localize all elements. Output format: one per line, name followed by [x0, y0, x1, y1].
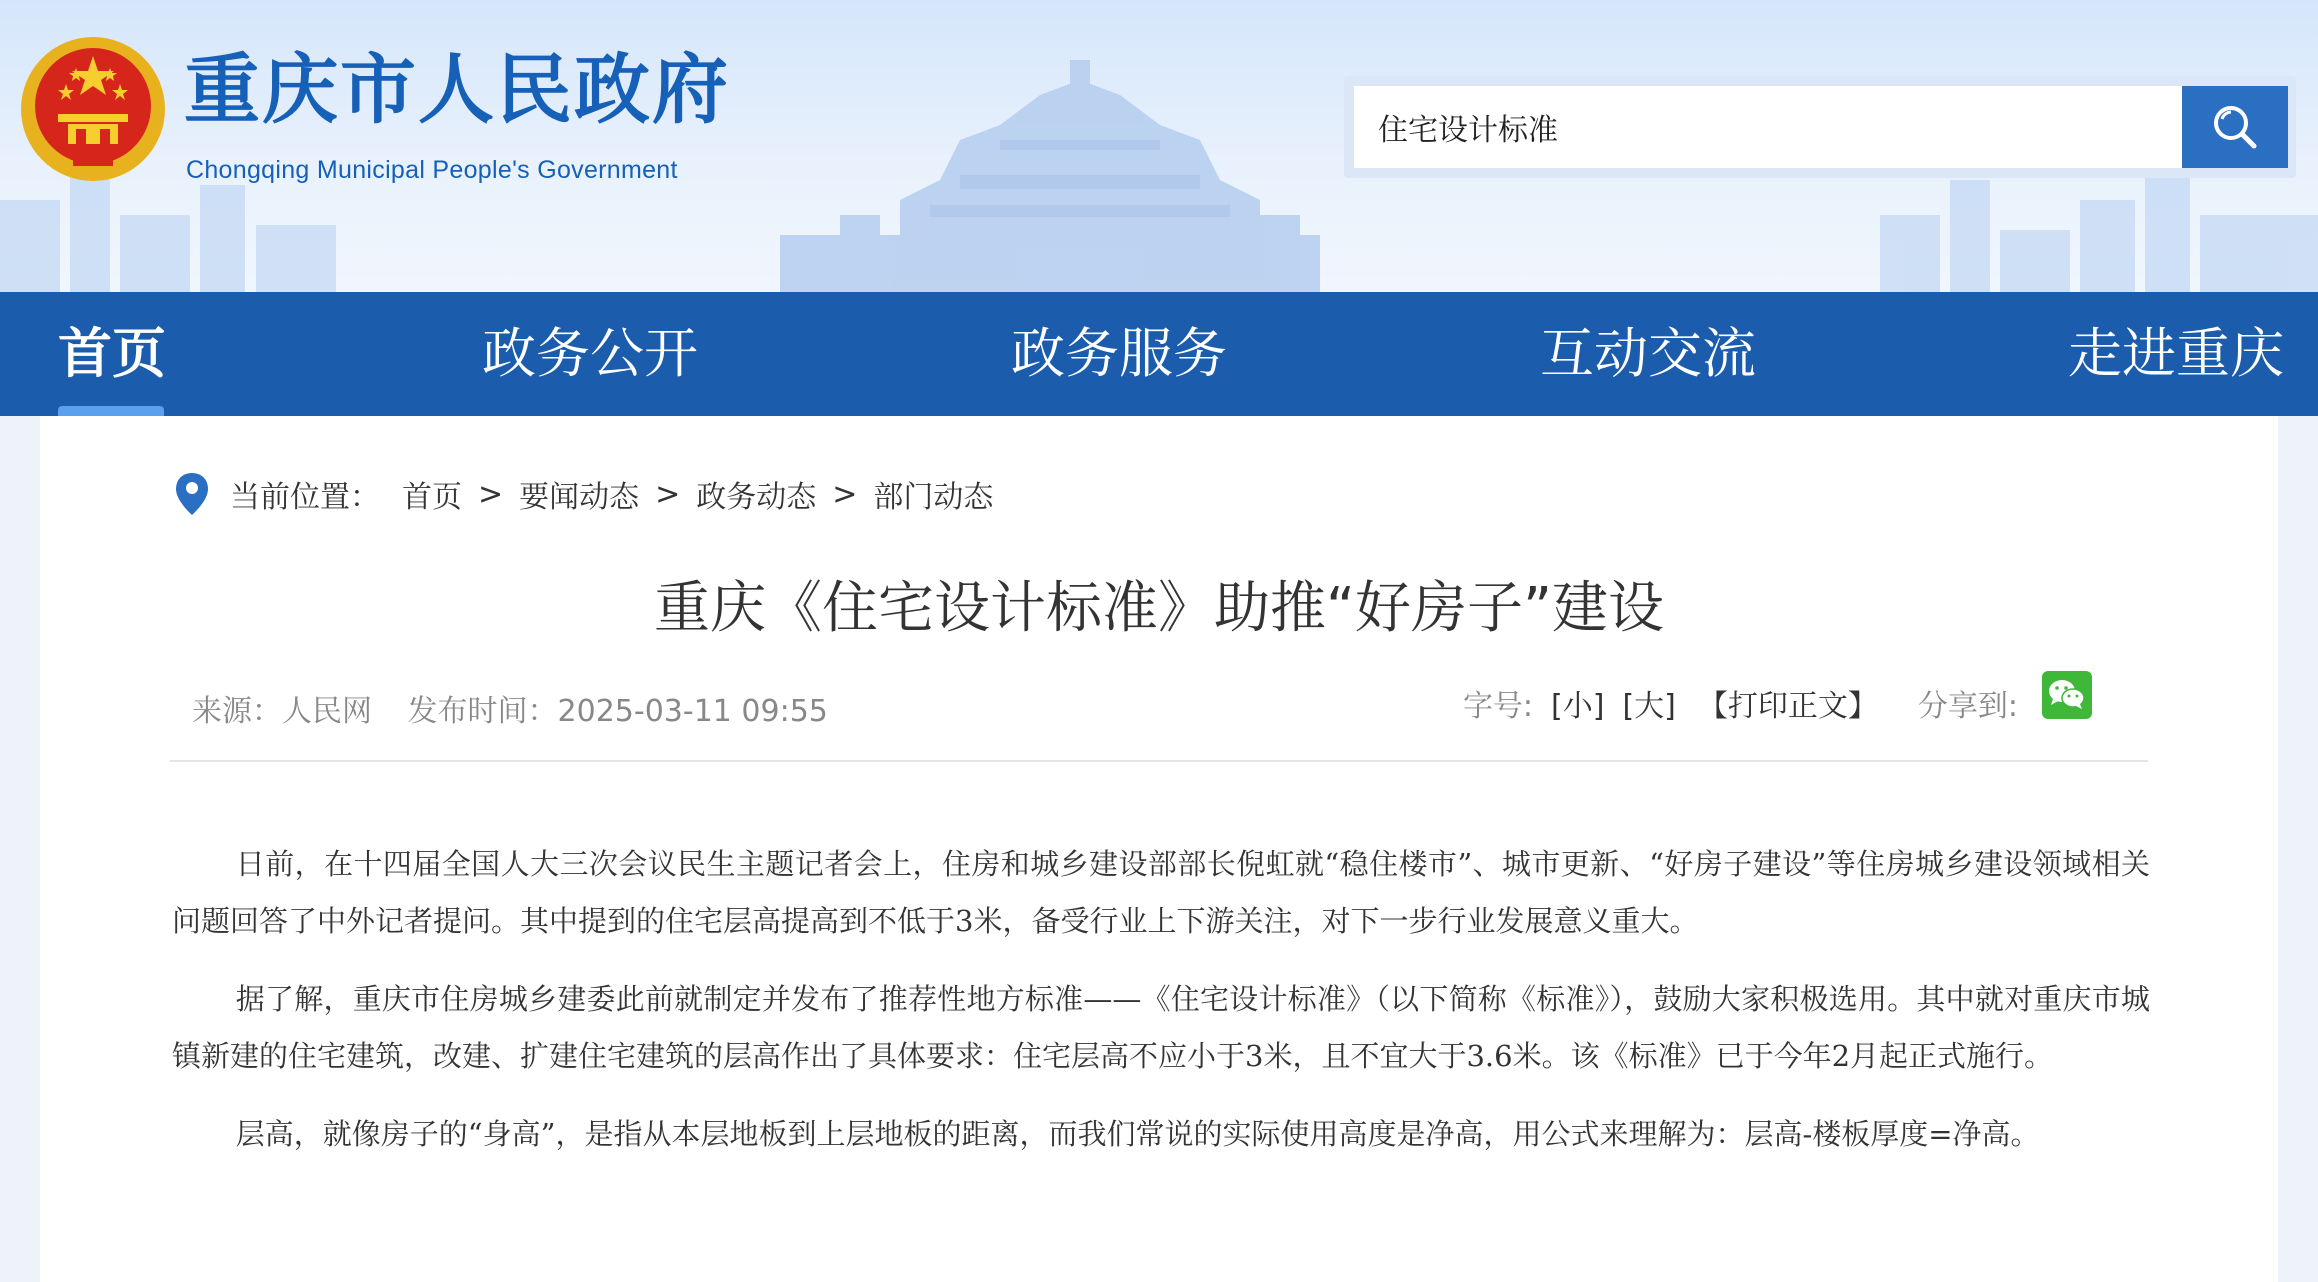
- breadcrumb-item-home[interactable]: 首页: [402, 480, 462, 515]
- font-size-label: 字号:: [1462, 689, 1534, 724]
- search-icon: [2210, 102, 2260, 152]
- nav-item-government-affairs[interactable]: 政务公开: [482, 322, 698, 385]
- location-pin-icon: [174, 471, 210, 517]
- national-emblem-icon: [18, 34, 168, 184]
- font-large-button[interactable]: [大]: [1622, 689, 1676, 724]
- nav-active-indicator: [58, 406, 164, 416]
- article-tools: [1463, 680, 2092, 726]
- site-header: [0, 0, 2318, 292]
- article-paragraph: 日前，在十四届全国人大三次会议民生主题记者会上，住房和城乡建设部部长倪虹就“稳住楼市”、城市更新、“好房子建设”等住房城乡建设领域相关问题回答了中外记者提问。其中提到的住宅层高提高到不低于3米，备受行业上下游关注，对下一步行业发展意义重大。: [172, 847, 2150, 938]
- wechat-share-button[interactable]: [2042, 671, 2092, 719]
- wechat-icon: [2047, 677, 2087, 713]
- search-box: [1344, 76, 2296, 178]
- article-body: [172, 836, 2150, 1184]
- article-paragraph: 据了解，重庆市住房城乡建委此前就制定并发布了推荐性地方标准——《住宅设计标准》（以下简称《标准》），鼓励大家积极选用。其中就对重庆市城镇新建的住宅建筑，改建、扩建住宅建筑的层高作出了具体要求：住宅层高不应小于3米，且不宜大于3.6米。该《标准》已于今年2月起正式施行。: [172, 982, 2150, 1073]
- breadcrumb-separator: >: [478, 476, 504, 512]
- breadcrumb: [174, 474, 993, 514]
- breadcrumb-item-department-news[interactable]: 部门动态: [873, 480, 994, 515]
- article-container: [40, 416, 2278, 1282]
- breadcrumb-separator: >: [832, 476, 858, 512]
- breadcrumb-item-government-news[interactable]: 政务动态: [696, 480, 817, 515]
- article-title: 重庆《住宅设计标准》助推“好房子”建设: [653, 576, 1665, 641]
- article-publish-time: 发布时间：2025-03-11 09:55: [407, 694, 828, 729]
- print-button[interactable]: 【打印正文】: [1697, 689, 1878, 724]
- search-button[interactable]: [2182, 86, 2288, 168]
- nav-item-government-services[interactable]: 政务服务: [1011, 322, 1227, 385]
- article-meta: [192, 686, 854, 730]
- share-label: 分享到:: [1917, 689, 2018, 724]
- nav-item-about-chongqing[interactable]: 走进重庆: [2068, 322, 2284, 385]
- search-input[interactable]: [1354, 86, 2188, 168]
- font-small-button[interactable]: [小]: [1551, 689, 1605, 724]
- article-paragraph: 层高，就像房子的“身高”，是指从本层地板到上层地板的距离，而我们常说的实际使用高度是净高，用公式来理解为：层高-楼板厚度=净高。: [235, 1117, 2040, 1151]
- article-source: 来源：人民网: [192, 694, 372, 729]
- meta-divider: [170, 760, 2148, 762]
- breadcrumb-item-news[interactable]: 要闻动态: [519, 480, 640, 515]
- site-subtitle: Chongqing Municipal People's Government: [186, 156, 678, 184]
- site-title: 重庆市人民政府: [184, 45, 730, 134]
- nav-item-interaction[interactable]: 互动交流: [1540, 322, 1756, 385]
- breadcrumb-label: 当前位置：: [230, 480, 380, 515]
- main-nav: [0, 292, 2318, 416]
- nav-item-home[interactable]: 首页: [58, 322, 166, 385]
- breadcrumb-separator: >: [655, 476, 681, 512]
